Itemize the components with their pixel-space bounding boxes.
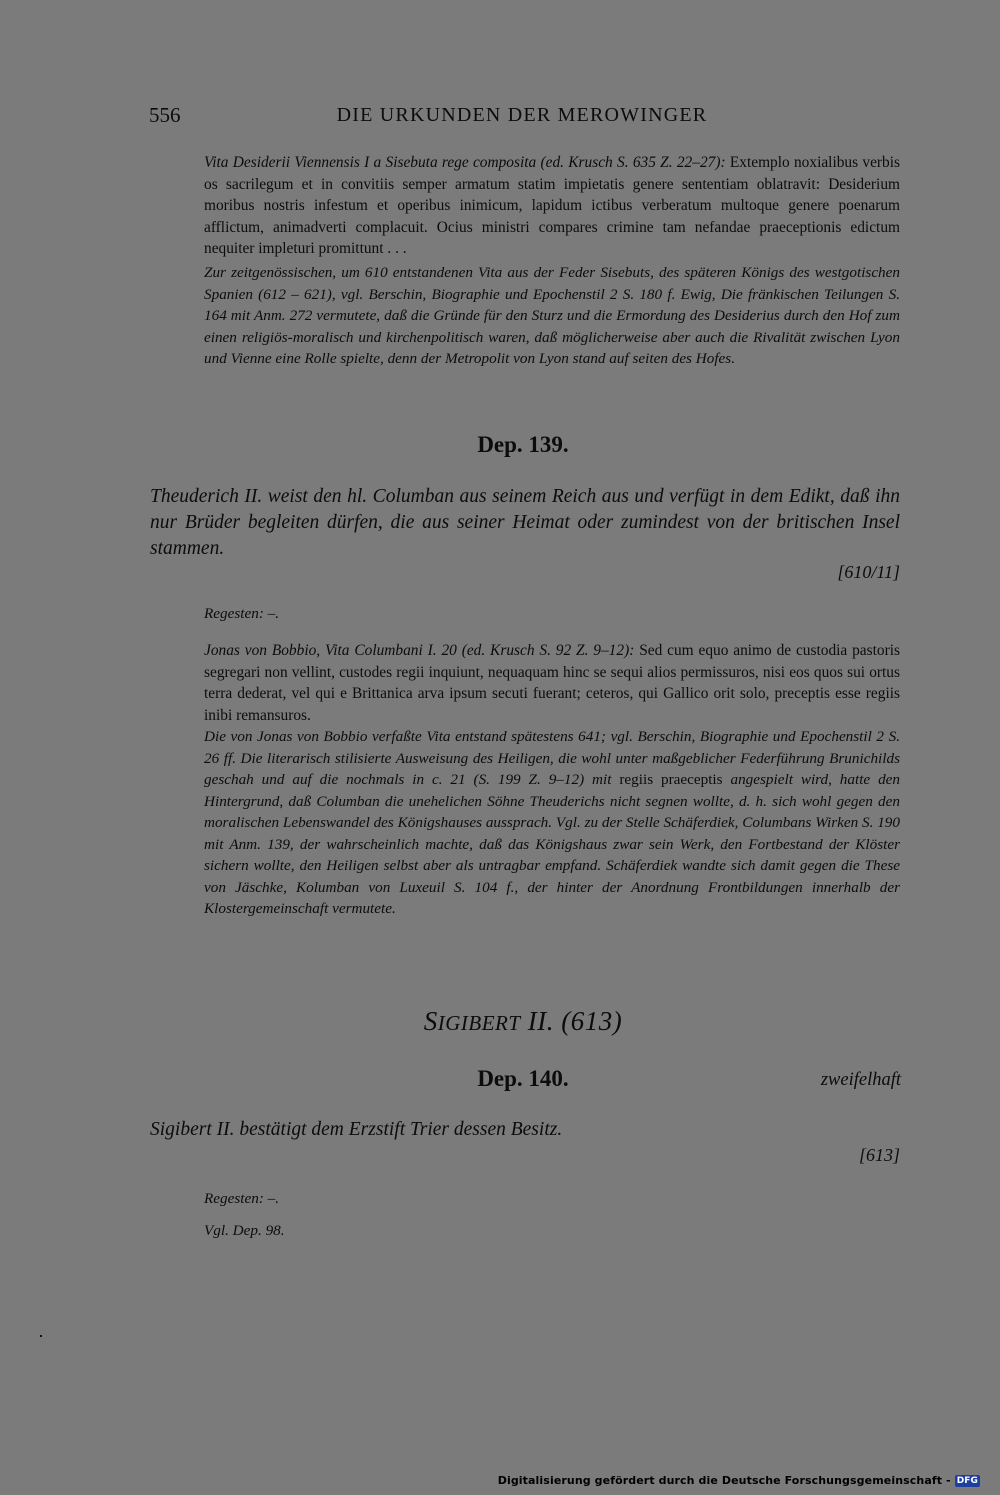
dep140-heading: Dep. 140. xyxy=(477,1066,569,1091)
dep139-commentary-latin: regiis praeceptis xyxy=(619,771,723,788)
top-commentary: Zur zeitgenössischen, um 610 entstandenen Vita aus der Feder Sisebuts, des späteren Königs des westgotischen Spanien (612 – 621), vgl. Berschin, Biographie und Epochenstil 2 S. 180 f. Ewig, Die fränkischen Teilungen S. 164 mit Anm. 272 vermutete, daß die Gründe für den Sturz und die Ermordung des Desiderius durch den Hof zum einen religiös-moralisch und kirchenpolitisch waren, daß möglicherweise aber auch die Rivalität zwischen Lyon und Vienne eine Rolle spielte, denn der Metropolit von Lyon stand auf seiten des Hofes. xyxy=(204,264,900,367)
dep139-source-citation: Jonas von Bobbio, Vita Columbani I. 20 (ed. Krusch S. 92 Z. 9–12): xyxy=(204,642,635,659)
top-source-citation: Vita Desiderii Viennensis I a Sisebuta rege composita (ed. Krusch S. 635 Z. 22–27): xyxy=(204,154,726,171)
ruler-title xyxy=(0,1006,1000,1037)
dfg-logo: DFG xyxy=(956,1475,978,1486)
top-source-text: Extemplo noxialibus verbis os sacrilegum et in convitiis semper armatum statim impietatis genere sententiam oblatravit: Desiderium moribus nostris infestum et operibus inimicum, lapidum ictibus verberatum multoque genere poenarum afflictum, animadverti complacuit. Ocius ministri compares crimine tam nefandae praeceptionis edictum nequiter impleturi promittunt . . . xyxy=(204,154,900,257)
dep140-regesten: Regesten: –. xyxy=(204,1190,280,1207)
dep140-date: [613] xyxy=(858,1145,900,1165)
dep139-quote xyxy=(204,640,900,726)
dep139-date: [610/11] xyxy=(837,562,900,582)
dep140-reference: Vgl. Dep. 98. xyxy=(204,1222,285,1239)
dep139-commentary-b: angespielt wird, hatte den Hintergrund, daß Columban die unehelichen Söhne Theuderichs nicht segnen wollte, d. h. sich wohl gegen den moralischen Lebenswandel des Königshauses aussprach. Vgl. zu der Stelle Schäferdiek, Columbans Wirken S. 190 mit Anm. 139, der wahrscheinlich machte, daß das Königshaus zwar sein Werk, den Fortbestand der Klöster sichern wollte, den Heiligen selbst aber als untragbar empfand. Schäferdiek wandte sich damit gegen die These von Jäschke, Kolumban von Luxeuil S. 104 f., der hinter der Anordnung Frontbildungen innerhalb der Klostergemeinschaft vermutete. xyxy=(204,771,901,917)
ruler-name-initial: S xyxy=(423,1006,438,1036)
running-title: DIE URKUNDEN DER MEROWINGER xyxy=(336,104,708,126)
dep139-commentary xyxy=(204,726,900,920)
dep139-regesten: Regesten: –. xyxy=(204,605,280,622)
dep140-summary: Sigibert II. bestätigt dem Erzstift Trier dessen Besitz. xyxy=(150,1119,563,1140)
dep139-heading: Dep. 139. xyxy=(477,432,569,457)
dep139-summary: Theuderich II. weist den hl. Columban aus seinem Reich aus und verfügt in dem Edikt, daß ihn nur Brüder begleiten dürfen, die aus seiner Heimat oder zumindest von der britischen Insel stammen. xyxy=(150,486,900,559)
ruler-name-rest: IGIBERT xyxy=(437,1011,521,1035)
scan-speck xyxy=(40,1335,42,1337)
dep139-source-text: Sed cum equo animo de custodia pastoris segregari non vellint, custodes regii inquiunt, nequaquam hinc se sequi alios permissuros, nisi eos quos sui ortus terra dederat, vel qui e Brittanica arva ipsum secuti fuerant; ceteros, qui Gallico orit solo, preceptis esse regiis inibi remansuros. xyxy=(204,642,900,724)
footer-credit: Digitalisierung gefördert durch die Deutsche Forschungsgemeinschaft - xyxy=(497,1474,951,1487)
top-quote xyxy=(204,152,900,260)
ruler-numeral-year: II. (613) xyxy=(527,1006,623,1036)
funding-footer xyxy=(498,1474,980,1487)
page-number: 556 xyxy=(149,103,181,127)
dep140-doubt-label: zweifelhaft xyxy=(820,1070,901,1090)
dep139-commentary-a: Die von Jonas von Bobbio verfaßte Vita entstand spätestens 641; vgl. Berschin, Biographie und Epochenstil 2 S. 26 ff. Die literarisch stilisierte Ausweisung des Heiligen, die wohl unter maßgeblicher Federführung Brunichilds geschah und auf die nochmals in c. 21 (S. 199 Z. 9–12) mit xyxy=(204,728,900,788)
